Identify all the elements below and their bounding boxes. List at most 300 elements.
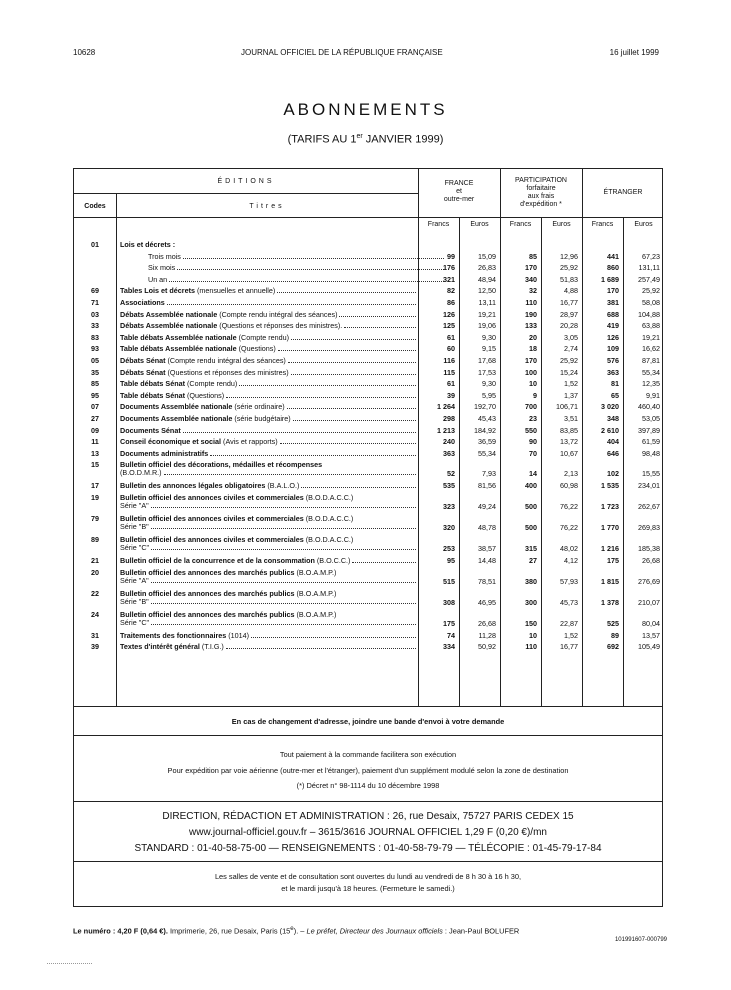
title-bold: Débats Sénat [120, 357, 166, 365]
price-euros: 234,01 [638, 481, 660, 491]
title-bold: Documents Assemblée nationale [120, 403, 233, 412]
address-notice: En cas de changement d'adresse, joindre une bande d'envoi à votre demande [231, 717, 505, 726]
row-code: 95 [91, 390, 99, 400]
price-euros: 25,92 [560, 356, 578, 365]
row-code: 89 [91, 535, 99, 544]
decree-note: (*) Décret n° 98-1114 du 10 décembre 1998 [296, 781, 440, 790]
price-euros: 50,92 [478, 642, 496, 652]
price-francs: 323 [443, 502, 455, 511]
title-line [120, 276, 444, 284]
row-title [120, 334, 416, 342]
price-euros: 185,38 [638, 544, 660, 553]
price-euros: 12,50 [478, 286, 496, 296]
row-title [120, 515, 416, 531]
price-francs: 1 535 [601, 481, 619, 491]
title-line [120, 264, 444, 272]
price-euros: 2,13 [564, 469, 578, 479]
price-francs: 39 [447, 390, 455, 400]
title-bold: Bulletin officiel des annonces civiles et commerciales [120, 536, 304, 544]
table-row [74, 482, 662, 494]
price-euros: 26,68 [478, 618, 496, 628]
price-euros: 80,04 [642, 618, 660, 628]
divider [74, 217, 662, 218]
title-text [120, 632, 249, 640]
price-francs: 3 020 [601, 402, 619, 412]
leader-dots [183, 257, 444, 259]
price-euros: 13,72 [560, 437, 578, 447]
price-euros: 57,93 [560, 576, 578, 586]
price-euros: 17,68 [478, 356, 496, 365]
price-francs: 308 [443, 597, 455, 607]
row-code: 71 [91, 298, 99, 307]
leader-dots [278, 349, 416, 351]
price-francs: 315 [525, 544, 537, 553]
title-bold: Documents administratifs [120, 449, 209, 458]
price-francs: 300 [525, 597, 537, 607]
row-title [120, 392, 416, 400]
price-francs: 400 [525, 481, 537, 491]
title-bold: Table débats Sénat [120, 380, 185, 389]
price-francs: 525 [607, 618, 619, 628]
price-euros: 46,95 [478, 597, 496, 607]
price-francs: 175 [443, 618, 455, 628]
price-euros: 67,23 [642, 251, 660, 261]
row-title [120, 369, 416, 377]
title-text [120, 357, 286, 365]
row-code: 24 [91, 609, 99, 619]
price-euros: 3,05 [564, 332, 578, 342]
title-bold: Lois et décrets : [120, 241, 176, 249]
price-euros: 13,57 [642, 630, 660, 640]
participation-header [500, 177, 582, 209]
row-title [120, 643, 416, 651]
france-label: FRANCE [444, 180, 474, 187]
title-text [120, 415, 291, 423]
price-euros: 262,67 [638, 502, 660, 511]
row-code: 05 [91, 356, 99, 365]
price-francs: 170 [525, 356, 537, 365]
price-francs: 535 [443, 481, 455, 491]
leader-dots [151, 581, 416, 583]
title-line [120, 253, 444, 261]
title-bold: Conseil économique et social [120, 438, 222, 447]
direction-web: www.journal-officiel.gouv.fr – 3615/3616 JOURNAL OFFICIEL 1,29 F (0,20 €)/mn [189, 827, 547, 838]
price-francs: 404 [607, 437, 619, 447]
row-title [120, 438, 416, 446]
director-name: : Jean-Paul BOLUFER [442, 926, 520, 936]
table-row [74, 461, 662, 482]
price-euros: 22,87 [560, 618, 578, 628]
price-francs: 89 [611, 630, 619, 640]
price-francs: 81 [611, 379, 619, 389]
price-francs: 150 [525, 618, 537, 628]
price-euros: 17,53 [478, 367, 496, 377]
direction-phones: STANDARD : 01-40-58-75-00 — RENSEIGNEMENTS : 01-40-58-79-79 — TÉLÉCOPIE : 01-45-79-17-84 [134, 843, 602, 854]
title-text [148, 253, 181, 261]
price-francs: 1 213 [437, 425, 455, 435]
page-title: ABONNEMENTS [283, 100, 448, 119]
leader-dots [151, 506, 416, 508]
price-francs: 298 [443, 414, 455, 423]
title-line [120, 450, 416, 458]
price-euros: 36,59 [478, 437, 496, 447]
title-normal: (B.O.D.A.C.C.) [303, 515, 354, 523]
leader-dots [151, 548, 416, 550]
row-code: 31 [91, 630, 99, 640]
row-code: 69 [91, 286, 99, 296]
price-euros: 16,77 [560, 642, 578, 652]
title-normal: (T.I.G.) [199, 643, 224, 652]
price-euros: 105,49 [638, 642, 660, 652]
price-euros: 15,55 [642, 469, 660, 479]
title-normal: (B.A.L.O.) [265, 482, 300, 491]
title-line [120, 643, 416, 651]
tariff-table [73, 168, 663, 907]
row-title [120, 557, 416, 565]
price-euros: 4,88 [564, 286, 578, 296]
title-normal: (1014) [226, 631, 250, 640]
price-euros: 13,11 [478, 298, 496, 307]
row-title [120, 450, 416, 458]
title-text [120, 287, 275, 295]
etranger-header: ÉTRANGER [603, 189, 643, 196]
price-euros: 28,97 [560, 309, 578, 319]
price-francs: 170 [607, 286, 619, 296]
col-euros: Euros [470, 221, 489, 228]
price-euros: 48,02 [560, 544, 578, 553]
title-normal: (B.O.A.M.P.) [294, 589, 337, 598]
price-euros: 9,30 [482, 332, 496, 342]
col-francs: Francs [591, 221, 614, 228]
price-francs: 60 [447, 344, 455, 354]
price-francs: 82 [447, 286, 455, 296]
price-francs: 860 [607, 263, 619, 273]
row-code: 01 [91, 240, 99, 249]
price-euros: 104,88 [638, 309, 660, 319]
title-normal: (Compte rendu) [236, 333, 289, 342]
price-euros: 12,35 [642, 379, 660, 389]
row-code: 35 [91, 367, 99, 377]
title-line [120, 590, 416, 598]
participation-label: aux frais [527, 193, 555, 200]
title-text [120, 369, 289, 377]
printer: Imprimerie, 26, rue Desaix, Paris (15 [167, 926, 291, 936]
title-line [120, 536, 416, 544]
title-normal: (série budgétaire) [232, 415, 291, 423]
codes-header: Codes [84, 203, 106, 210]
price-euros: 38,57 [478, 544, 496, 553]
price-francs: 550 [525, 425, 537, 435]
leader-dots [169, 280, 444, 282]
table-row [74, 569, 662, 590]
row-title [120, 345, 416, 353]
price-euros: 16,77 [560, 298, 578, 307]
price-francs: 1 770 [601, 523, 619, 532]
title-line [120, 334, 416, 342]
leader-dots [344, 326, 416, 328]
divider [74, 801, 662, 802]
title-text [148, 264, 175, 272]
price-francs: 99 [447, 251, 455, 261]
leader-dots [301, 486, 416, 488]
row-code: 07 [91, 402, 99, 412]
row-title [120, 253, 416, 261]
title-text [120, 536, 353, 544]
price-francs: 1 689 [601, 274, 619, 284]
title-normal: Série "C" [120, 618, 150, 627]
price-francs: 52 [447, 469, 455, 479]
title-normal: Six mois [148, 264, 176, 273]
price-euros: 9,30 [482, 379, 496, 389]
title-text [120, 438, 278, 446]
leader-dots [288, 361, 416, 363]
price-euros: 83,85 [560, 425, 578, 435]
journal-title: JOURNAL OFFICIEL DE LA RÉPUBLIQUE FRANÇAISE [241, 48, 443, 57]
title-text [120, 544, 149, 552]
price-francs: 700 [525, 402, 537, 412]
title-text [120, 345, 276, 353]
page-header [73, 48, 659, 62]
title-line [120, 557, 416, 565]
row-title [120, 311, 416, 319]
printer-end: ). – [293, 926, 307, 936]
title-line [120, 287, 416, 295]
price-euros: 131,11 [638, 263, 660, 273]
price-francs: 576 [607, 356, 619, 365]
price-francs: 10 [529, 379, 537, 389]
participation-label: forfaitaire [526, 185, 556, 192]
title-line [120, 461, 416, 469]
leader-dots [280, 442, 416, 444]
col-euros: Euros [634, 221, 653, 228]
title-normal: (B.O.A.M.P.) [294, 610, 337, 619]
row-code: 93 [91, 344, 99, 354]
price-francs: 23 [529, 414, 537, 423]
price-francs: 86 [447, 298, 455, 307]
title-normal: Série "A" [120, 502, 149, 510]
price-euros: 78,51 [478, 576, 496, 586]
issue-price: Le numéro : 4,20 F (0,64 €). [73, 926, 168, 936]
title-text [120, 502, 149, 510]
price-euros: 60,98 [560, 481, 578, 491]
leader-dots [210, 454, 416, 456]
title-line [120, 241, 416, 249]
price-francs: 1 723 [601, 502, 619, 511]
price-euros: 1,52 [564, 630, 578, 640]
price-francs: 1 815 [601, 576, 619, 586]
row-code: 15 [91, 460, 99, 470]
title-line [120, 611, 416, 619]
leader-dots [291, 338, 416, 340]
row-code: 79 [91, 514, 99, 523]
price-francs: 646 [607, 448, 619, 458]
row-code: 20 [91, 567, 99, 577]
title-line [120, 569, 416, 577]
title-text [120, 427, 181, 435]
price-francs: 126 [607, 332, 619, 342]
price-euros: 26,83 [478, 263, 496, 273]
title-line [120, 322, 416, 330]
price-euros: 14,48 [478, 556, 496, 565]
price-euros: 3,51 [564, 414, 578, 423]
row-title [120, 299, 416, 307]
price-francs: 419 [607, 321, 619, 331]
title-text [120, 461, 322, 469]
title-text [120, 643, 224, 651]
title-line [120, 392, 416, 400]
row-code: 27 [91, 414, 99, 423]
title-text [120, 299, 165, 307]
price-euros: 192,70 [474, 402, 496, 412]
title-bold: Associations [120, 299, 165, 307]
title-line [120, 598, 416, 606]
title-line [120, 523, 416, 531]
row-title [120, 482, 416, 490]
title-normal: (Compte rendu intégral des séances) [217, 310, 338, 319]
title-bold: Table débats Assemblée nationale [120, 345, 237, 354]
title-bold: Documents Sénat [120, 426, 181, 435]
price-euros: 12,96 [560, 251, 578, 261]
margin-mark [47, 963, 92, 964]
price-euros: 4,12 [564, 556, 578, 565]
price-francs: 190 [525, 309, 537, 319]
title-text [120, 619, 149, 627]
title-text [120, 523, 149, 531]
table-row [74, 536, 662, 557]
row-code: 83 [91, 332, 99, 342]
leader-dots [277, 291, 416, 293]
title-normal: (Questions) [184, 391, 225, 400]
price-francs: 253 [443, 544, 455, 553]
title-normal: (B.O.A.M.P.) [294, 568, 337, 577]
price-francs: 176 [443, 263, 455, 273]
price-francs: 340 [525, 274, 537, 284]
leader-dots [287, 407, 416, 409]
title-normal: (Compte rendu) [184, 380, 238, 389]
price-euros: 397,89 [638, 425, 660, 435]
row-code: 09 [91, 425, 99, 435]
table-row [74, 643, 662, 655]
price-euros: 257,49 [638, 274, 660, 284]
title-line [120, 469, 416, 477]
price-francs: 14 [529, 469, 537, 479]
titres-header: Titres [249, 203, 285, 210]
title-line [120, 544, 416, 552]
price-francs: 240 [443, 437, 455, 447]
title-normal: (Avis et rapports) [221, 438, 278, 447]
title-bold: Débats Assemblée nationale [120, 322, 218, 331]
subtitle-text: (TARIFS AU 1 [287, 133, 357, 146]
row-title [120, 403, 416, 411]
price-francs: 1 378 [601, 597, 619, 607]
title-line [120, 619, 416, 627]
price-euros: 9,91 [646, 390, 660, 400]
price-euros: 2,74 [564, 344, 578, 354]
title-normal: (B.O.D.A.C.C.) [303, 494, 354, 502]
row-title [120, 380, 416, 388]
title-bold: Documents Assemblée nationale [120, 415, 233, 423]
row-title [120, 276, 416, 284]
page-subtitle [0, 133, 731, 146]
row-title [120, 427, 416, 435]
issue-date: 16 juillet 1999 [609, 48, 659, 57]
title-line [120, 515, 416, 523]
title-bold: Table débats Sénat [120, 391, 185, 400]
price-francs: 115 [443, 367, 455, 377]
price-francs: 102 [607, 469, 619, 479]
price-euros: 26,68 [642, 556, 660, 565]
price-francs: 320 [443, 523, 455, 532]
title-normal: (série ordinaire) [232, 403, 285, 412]
footer-line [73, 925, 519, 935]
leader-dots [167, 303, 416, 305]
title-line [120, 438, 416, 446]
title-text [120, 322, 342, 330]
printer-sup: e [290, 925, 294, 932]
price-euros: 15,09 [478, 251, 496, 261]
row-title [120, 241, 416, 249]
title-text [120, 392, 224, 400]
row-title [120, 611, 416, 627]
france-header [418, 180, 500, 204]
price-francs: 61 [447, 379, 455, 389]
leader-dots [226, 396, 416, 398]
title-bold: Bulletin officiel des annonces des marchés publics [120, 589, 295, 598]
title-normal: (Compte rendu intégral des séances) [165, 357, 286, 365]
title-bold: Bulletin officiel de la concurrence et de la consommation [120, 557, 315, 565]
price-francs: 116 [443, 356, 455, 365]
title-bold: Bulletin officiel des annonces civiles et commerciales [120, 515, 304, 523]
price-francs: 10 [529, 630, 537, 640]
row-code: 19 [91, 493, 99, 502]
table-row [74, 590, 662, 611]
price-euros: 76,22 [560, 523, 578, 532]
row-code: 17 [91, 481, 99, 491]
title-text [120, 403, 285, 411]
price-francs: 20 [529, 332, 537, 342]
sales-hours [74, 871, 662, 895]
col-francs: Francs [509, 221, 532, 228]
title-line [120, 369, 416, 377]
price-francs: 126 [443, 309, 455, 319]
price-euros: 25,92 [560, 263, 578, 273]
title-line [120, 380, 416, 388]
price-francs: 27 [529, 556, 537, 565]
table-row [74, 450, 662, 462]
price-euros: 210,07 [638, 597, 660, 607]
title-line [120, 403, 416, 411]
price-euros: 45,43 [478, 414, 496, 423]
price-francs: 18 [529, 344, 537, 354]
title-line [120, 427, 416, 435]
title-normal: (B.O.D.M.R.) [120, 469, 162, 478]
title-text [148, 276, 167, 284]
price-euros: 106,71 [556, 402, 578, 412]
title-normal: Série "C" [120, 544, 150, 552]
participation-label: d'expédition * [520, 201, 562, 208]
row-title [120, 632, 416, 640]
title-text [120, 241, 175, 249]
payment-notice: Tout paiement à la commande facilitera son exécution [279, 750, 457, 759]
title-normal: Série "A" [120, 576, 149, 585]
participation-label: PARTICIPATION [515, 177, 567, 184]
row-title [120, 264, 416, 272]
price-francs: 441 [607, 251, 619, 261]
sales-hours-line: et le mardi jusqu'à 18 heures. (Fermeture le samedi.) [281, 884, 455, 893]
price-francs: 500 [525, 502, 537, 511]
price-euros: 63,88 [642, 321, 660, 331]
price-euros: 5,95 [482, 390, 496, 400]
